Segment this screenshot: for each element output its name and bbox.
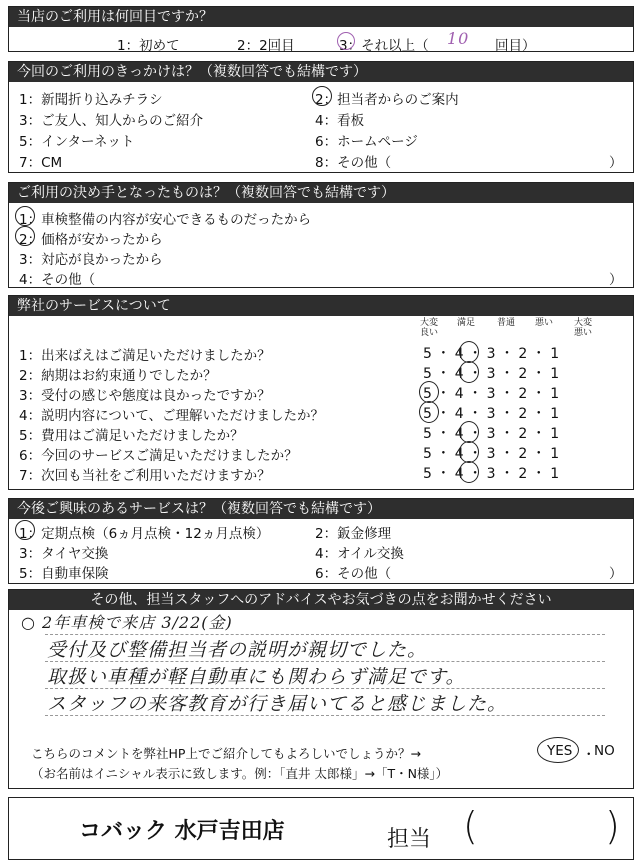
visit-count-section <box>8 6 634 52</box>
trigger-other-close: ） <box>609 155 623 171</box>
option-more: 3：それ以上（ <box>339 38 429 54</box>
rating-question: 3：受付の感じや態度は良かったですか？ <box>19 388 271 404</box>
option-first-time: 1：初めて <box>117 38 180 54</box>
rating-selection-circle <box>459 361 479 383</box>
trigger-option: 7：CM <box>19 155 63 171</box>
interest-other-close: ） <box>609 566 623 582</box>
decision-section <box>8 182 634 288</box>
rating-selection-circle <box>459 421 479 443</box>
trigger-header: 今回のご利用のきっかけは？（複数回答でも結構です） <box>9 62 633 82</box>
selection-circle <box>337 32 355 50</box>
survey-form <box>8 6 634 862</box>
selection-circle <box>15 206 35 226</box>
rating-scale: 5 ・ 4 ・ 3 ・ 2 ・ 1 <box>423 466 560 482</box>
interest-option: 4：オイル交換 <box>315 546 404 562</box>
comments-section <box>8 589 634 789</box>
trigger-option: 6：ホームページ <box>315 134 418 150</box>
rating-question: 5：費用はご満足いただけましたか？ <box>19 428 244 444</box>
decision-option: 3：対応が良かったから <box>19 252 163 268</box>
column-satisfied: 満足 <box>456 318 475 328</box>
comment-line: スタッフの来客教育が行き届いてると感じました。 <box>47 693 508 715</box>
interest-option: 3：タイヤ交換 <box>19 546 109 562</box>
comment-line: ○ 2年車検で来店 3/22(金) <box>21 613 233 632</box>
rating-scale: 5 ・ 4 ・ 3 ・ 2 ・ 1 <box>423 446 560 462</box>
rating-question: 6：今回のサービスご満足いただけましたか？ <box>19 448 298 464</box>
service-rating-section <box>8 295 634 490</box>
interest-section <box>8 498 634 584</box>
selection-circle <box>15 226 35 246</box>
rating-selection-circle <box>459 461 479 483</box>
trigger-option: 5：インターネット <box>19 134 135 150</box>
trigger-option: 1：新聞折り込みチラシ <box>19 92 163 108</box>
comment-line: 受付及び整備担当者の説明が親切でした。 <box>47 639 428 661</box>
trigger-option: 2：担当者からのご案内 <box>315 92 459 108</box>
interest-option: 1：定期点検（6ヵ月点検・12ヵ月点検） <box>19 526 270 542</box>
rating-question: 4：説明内容について、ご理解いただけましたか？ <box>19 408 325 424</box>
rating-question: 1：出来ばえはご満足いただけましたか？ <box>19 348 271 364</box>
service-rating-header: 弊社のサービスについて <box>9 296 633 316</box>
column-very-bad: 大変悪い <box>573 318 592 338</box>
rating-question: 7：次回も当社をご利用いただけますか？ <box>19 468 271 484</box>
column-normal: 普通 <box>496 318 515 328</box>
column-bad: 悪い <box>534 318 553 328</box>
staff-paren-close: ) <box>605 804 620 848</box>
interest-option: 5：自動車保険 <box>19 566 109 582</box>
rating-question: 2：納期はお約束通りでしたか？ <box>19 368 217 384</box>
rating-selection-circle <box>419 381 439 403</box>
staff-paren-open: ( <box>463 804 478 848</box>
selection-circle <box>537 737 579 763</box>
comments-header: その他、担当スタッフへのアドバイスやお気づきの点をお聞かせください <box>9 590 633 610</box>
rating-selection-circle <box>459 341 479 363</box>
shop-footer <box>8 797 634 860</box>
consent-yes: YES <box>547 743 573 759</box>
decision-option: 2：価格が安かったから <box>19 232 163 248</box>
consent-separator: ・ <box>582 747 596 763</box>
interest-option: 6：その他（ <box>315 566 392 582</box>
trigger-section <box>8 61 634 173</box>
decision-option: 1：車検整備の内容が安心できるものだったから <box>19 212 312 228</box>
option-second-time: 2：2回目 <box>237 38 295 54</box>
shop-name: コバック 水戸吉田店 <box>79 819 285 844</box>
column-very-good: 大変良い <box>419 318 438 338</box>
rating-scale: 5 ・ 4 ・ 3 ・ 2 ・ 1 <box>423 346 560 362</box>
comment-line: 取扱い車種が軽自動車にも関わらず満足です。 <box>47 666 466 688</box>
interest-header: 今後ご興味のあるサービスは？（複数回答でも結構です） <box>9 499 633 519</box>
staff-label: 担当 <box>387 827 432 852</box>
rating-selection-circle <box>459 441 479 463</box>
selection-circle <box>312 86 332 106</box>
rating-scale: 5 ・ 4 ・ 3 ・ 2 ・ 1 <box>423 366 560 382</box>
trigger-option: 8：その他（ <box>315 155 392 171</box>
decision-header: ご利用の決め手となったものは？（複数回答でも結構です） <box>9 183 633 203</box>
option-more-suffix: 回目） <box>495 38 536 54</box>
trigger-option: 4：看板 <box>315 113 365 129</box>
selection-circle <box>15 520 35 540</box>
consent-note: （お名前はイニシャル表示に致します。例：「直井 太郎様」→「T・N様」） <box>31 766 449 781</box>
decision-option: 4：その他（ <box>19 272 96 288</box>
visit-count-header: 当店のご利用は何回目ですか？ <box>9 7 633 27</box>
interest-option: 2：鈑金修理 <box>315 526 392 542</box>
rating-scale: 5 ・ 4 ・ 3 ・ 2 ・ 1 <box>423 426 560 442</box>
decision-other-close: ） <box>609 272 623 288</box>
rating-scale: 5 ・ 4 ・ 3 ・ 2 ・ 1 <box>423 406 560 422</box>
consent-no: NO <box>594 743 615 759</box>
trigger-option: 3：ご友人、知人からのご紹介 <box>19 113 204 129</box>
consent-question: こちらのコメントを弊社HP上でご紹介してもよろしいでしょうか？→ <box>31 746 421 761</box>
visit-count-handwritten: 10 <box>447 29 470 48</box>
rating-scale: 5 ・ 4 ・ 3 ・ 2 ・ 1 <box>423 386 560 402</box>
rating-selection-circle <box>419 401 439 423</box>
